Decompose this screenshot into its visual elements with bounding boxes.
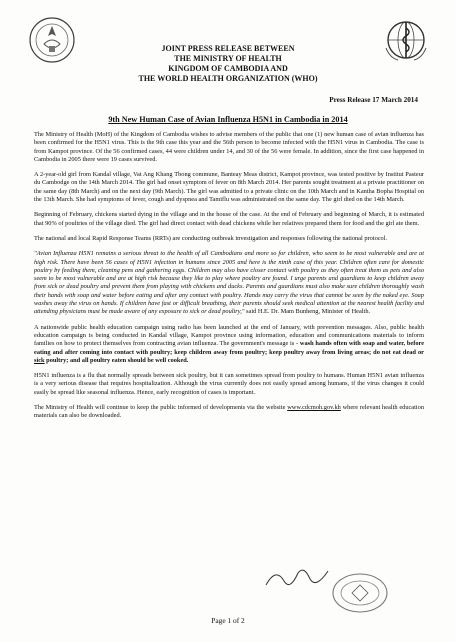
paragraph: H5N1 influenza is a flu that normally spreads between sick poultry, but it can sometimes spread from poultry to humans. Human H5N1 avian influenza is a very serious disease that requires hospitalization. Although the virus currently does not easily spread among humans, if the virus changes it could easily be spread like seasonal influenza. Hence, early recognition of cases is important. [34,372,424,396]
header-line: THE MINISTRY OF HEALTH [174,54,282,63]
who-emblem-icon [380,14,432,66]
paragraph: The national and local Rapid Response Teams (RRTs) are conducting outbreak investigation and responses following the national protocol. [34,234,388,242]
release-date: Press Release 17 March 2014 [329,96,418,104]
page-number: Page 1 of 2 [211,616,245,625]
paragraph-text: A nationwide public health education campaign using radio has been launched at the end of January, with prevention messages. Also, public health education campaign is being conducted in Kandal village, Kampot province using information, education and communications materials to inform families on how to protect themselves from contracting avian influenza. The government's message is - [34,323,424,348]
key-message-end: poultry; and all poultry eaten should be well cooked. [44,356,189,364]
website-paragraph [34,404,424,421]
minister-quote-paragraph [34,250,424,316]
paragraph-text: where relevant health education materials can also be downloaded. [34,404,424,420]
key-message-underlined: sick [34,356,45,364]
paragraph-text: The Ministry of Health will continue to keep the public informed of developments via the website [34,404,288,412]
signature-mark [262,563,332,593]
paragraph: The Ministry of Health (MoH) of the Kingdom of Cambodia wishes to advise members of the public that one (1) new human case of avian influenza has been confirmed for the H5N1 virus. This is the 9th case this year and the 56th person to become infected with the H5N1 virus in Cambodia. The case is from Kampot province. Of the 56 confirmed cases, 44 were children under 14, and 30 of the 56 were female. In addition, since the first case happened in Cambodia in 2005 there were 19 cases survived. [34,131,424,163]
key-message: wash hands often with soap and water, before eating and after coming into contact with poultry; keep children away from poultry; keep poultry away from living areas; do not eat dead or [34,340,425,356]
website-link[interactable]: www.cdcmoh.gov.kh [287,404,341,412]
minister-quote: "Avian Influenza H5N1 remains a serious threat to the health of all Cambodians and more so for children, who seem to be most vulnerable and are at high risk. There have been 56 cases of H5N1 infection in humans since 2005 and here is the ninth case of this year. Children often care for domestic poultry by feeding them, cleaning pens and gathering eggs. Children may also have closer contact with poultry as they often treat them as pets and also seem to be most vulnerable and are at high risk because they like to play where poultry are found. I urge parents and guardians to keep children away from sick or dead poultry and prevent them from playing with chickens and ducks. Parents and guardians must also make sure children thoroughly wash their hands with soap and water before eating and after any contact with poultry. Hands may carry the virus that cannot be seen by the naked eye. Soap washes away the virus on hands. If children have fast or difficult breathing, their parents should seek medical attention at the nearest health facility and attending physicians must be made aware of any exposure to sick or dead poultry," [34,250,424,316]
header-line: THE WORLD HEALTH ORGANIZATION (WHO) [138,74,318,83]
paragraph: Beginning of February, chickens started dying in the village and in the house of the case. At the end of February and beginning of March, it is estimated that 90% of poultries of the village died. The girl had direct contact with dead chickens while her relatives prepared them for food and the girl ate them. [34,211,424,227]
paragraph: A 2-year-old girl from Kandal village, Vat Ang Khang Tbong commune, Banteay Meas district, Kampot province, was tested positive by Institut Pasteur du Cambodge on the 14th March 2014. The girl had onset symptom of fever on 8th March 2014. Her parents sought treatment at a private practitioner on the same day (8th March) and on the next day (9th March). The girl was admitted to a private clinic on the 10th March and in Kantha Bopha Hospital on the 13th March. She had symptoms of fever, cough and dyspnea and Tamiflu was administrated on the same day. The girl died on the 14th March. [34,171,424,204]
quote-attribution: said H.E. Dr. Mam Bunheng, Minister of Health. [244,308,371,316]
document-body [34,131,424,428]
ministry-seal-icon [26,14,78,66]
official-stamp [330,571,390,615]
document-title: 9th New Human Case of Avian Influenza H5N1 in Cambodia in 2014 [108,115,348,124]
header-line: JOINT PRESS RELEASE BETWEEN [161,44,295,53]
campaign-paragraph [34,324,424,365]
press-release-header [86,44,370,84]
header-line: KINGDOM OF CAMBODIA AND [168,64,288,73]
